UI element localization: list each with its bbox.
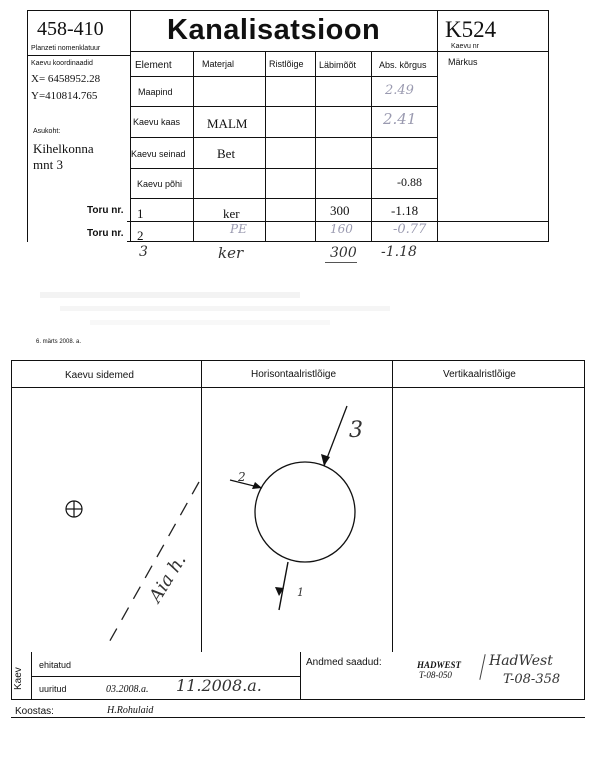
built-label: ehitatud [39,660,72,670]
footer-side-label: Kaev [13,667,24,690]
nomenclature-value: 458-410 [37,18,104,40]
pipe-label: Toru nr. [87,205,124,216]
row-height: 2.49 [385,83,414,98]
row-height: 2.41 [383,110,417,128]
footer-card [11,652,585,718]
horizontal-section-drawing [202,388,392,650]
sketch-card [11,360,585,652]
compiled-by: H.Rohulaid [107,705,154,716]
arrow-2-label: 2 [238,470,246,484]
scan-noise [90,320,330,325]
date-note: 6. märts 2008. a. [36,339,82,345]
col-notes: Märkus [448,57,478,67]
row-element: Maapind [138,87,173,97]
pipe-number: 2 [137,228,144,243]
coord-y: Y=410814.765 [31,90,98,102]
row-element: Kaevu seinad [131,149,186,159]
hand-slash [479,654,485,680]
compiled-label: Koostas: [15,706,54,717]
pipe-height: -1.18 [391,203,419,218]
surveyed-label: uuritud [39,684,67,694]
section-horizontal-title: Horisontaalristlõige [251,369,337,380]
extra-pipe-underline [325,262,357,263]
location-line1: Kihelkonna [33,141,94,156]
extra-pipe-diameter: 300 [330,245,357,261]
nomenclature-label: Planzeti nomenklatuur [31,45,101,52]
row-material: MALM [207,116,248,131]
col-height: Abs. kõrgus [379,60,427,70]
coord-x: X= 6458952.28 [31,73,101,85]
pipe-number: 1 [137,206,144,221]
data-from-label: Andmed saadud: [306,657,382,668]
pipe-diameter: 160 [330,222,353,236]
manhole-symbol-icon [63,498,85,520]
page-title: Kanalisatsioon [167,14,381,46]
surveyed-date: 03.2008.a. [106,684,149,695]
section-links-title: Kaevu sidemed [65,370,134,381]
scan-noise [40,292,300,298]
data-from-company-hand: HadWest [489,653,553,669]
scan-noise [60,306,390,311]
extra-pipe-material: ker [218,244,244,262]
pipe-height: -0.77 [393,222,427,237]
arrow-3-label: 3 [349,418,363,443]
data-from-company: HADWEST [417,660,462,670]
pipe-material: PE [230,222,247,236]
row-height: -0.88 [397,175,422,189]
col-element: Element [135,60,172,71]
well-number: K524 [445,17,497,42]
well-card [27,10,549,242]
row-element: Kaevu kaas [133,117,181,127]
pipe-material: ker [223,206,240,221]
fence-label: Aia h. [145,550,191,607]
pipe-diameter: 300 [330,203,350,218]
extra-pipe-number: 3 [139,244,148,260]
col-cross: Ristlõige [269,59,304,69]
pipe-label: Toru nr. [87,228,124,239]
surveyed-date-hand: 11.2008.a. [176,676,262,695]
col-diameter: Läbimõõt [319,60,357,70]
arrow-1-label: 1 [297,586,304,599]
col-material: Materjal [202,59,235,69]
location-line2: mnt 3 [33,157,63,172]
section-vertical-title: Vertikaalristlõige [443,369,516,380]
row-element: Kaevu põhi [137,179,183,189]
location-label: Asukoht: [33,128,61,135]
extra-pipe-height: -1.18 [381,244,417,260]
well-number-label: Kaevu nr [451,43,480,50]
coords-label: Kaevu koordinaadid [31,60,93,67]
data-from-code: T-08-050 [419,670,452,680]
row-material: Bet [217,146,236,161]
data-from-code-hand: T-08-358 [503,672,561,687]
